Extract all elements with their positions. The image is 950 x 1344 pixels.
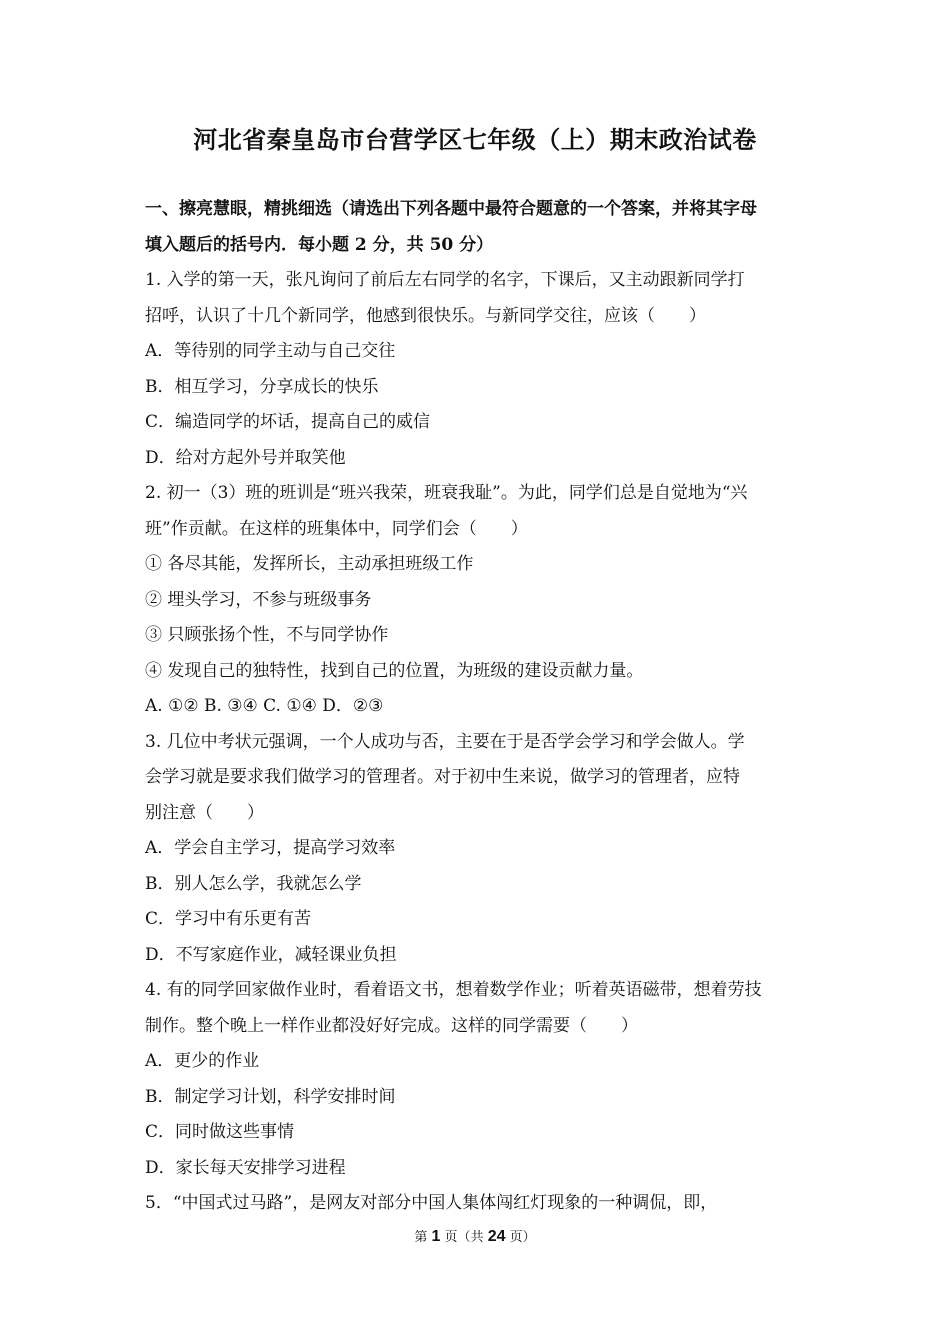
question-3-text-line-3: 别注意（ ） — [145, 802, 264, 823]
question-2-statement-3: ③ 只顾张扬个性，不与同学协作 — [145, 625, 389, 645]
question-2-text-line-1: 2. 初一（3）班的班训是“班兴我荣，班衰我耻”。为此，同学们总是自觉地为“兴 — [145, 483, 748, 503]
question-1-text-line-2: 招呼，认识了十几个新同学，他感到很快乐。与新同学交往，应该（ ） — [145, 305, 706, 326]
question-2-text-line-2: 班”作贡献。在这样的班集体中，同学们会（ ） — [145, 518, 528, 539]
page-title: 河北省秦皇岛市台营学区七年级（上）期末政治试卷 — [193, 125, 757, 154]
question-3-option-b: B．别人怎么学，我就怎么学 — [145, 873, 362, 894]
question-3-option-d: D．不写家庭作业，减轻课业负担 — [145, 944, 397, 965]
section-heading-line-1: 一、擦亮慧眼，精挑细选（请选出下列各题中最符合题意的一个答案，并将其字母 — [145, 199, 757, 219]
question-1-option-c: C．编造同学的坏话，提高自己的威信 — [145, 412, 431, 432]
question-3-text-line-2: 会学习就是要求我们做学习的管理者。对于初中生来说，做学习的管理者，应特 — [145, 767, 740, 787]
page-footer — [0, 1226, 950, 1246]
question-4-text-line-2: 制作。整个晚上一样作业都没好好完成。这样的同学需要（ ） — [145, 1015, 638, 1036]
section-heading-line-2: 填入题后的括号内．每小题 2 分，共 50 分） — [145, 234, 494, 255]
question-5-text-line-1: 5．“中国式过马路”，是网友对部分中国人集体闯红灯现象的一种调侃，即， — [145, 1193, 718, 1213]
question-4-option-d: D．家长每天安排学习进程 — [145, 1157, 346, 1178]
question-3-text-line-1: 3. 几位中考状元强调，一个人成功与否，主要在于是否学会学习和学会做人。学 — [145, 731, 745, 752]
question-2-statement-2: ② 埋头学习，不参与班级事务 — [145, 589, 372, 610]
footer-total-pages: 24 — [487, 1228, 506, 1245]
question-4-option-a: A．更少的作业 — [145, 1051, 260, 1071]
document-body — [145, 192, 815, 1222]
question-2-options: A. ①② B. ③④ C. ①④ D．②③ — [145, 696, 384, 716]
question-1-text-line-1: 1. 入学的第一天，张凡询问了前后左右同学的名字，下课后，又主动跟新同学打 — [145, 270, 745, 290]
question-2-statement-4: ④ 发现自己的独特性，找到自己的位置，为班级的建设贡献力量。 — [145, 660, 644, 681]
question-1-option-a: A．等待别的同学主动与自己交往 — [145, 341, 396, 361]
question-4-text-line-1: 4. 有的同学回家做作业时，看着语文书，想着数学作业；听着英语磁带，想着劳技 — [145, 980, 762, 1000]
footer-suffix: 页） — [509, 1230, 536, 1245]
footer-middle: 页（共 — [444, 1230, 484, 1245]
question-3-option-a: A．学会自主学习，提高学习效率 — [145, 838, 396, 858]
question-2-statement-1: ① 各尽其能，发挥所长，主动承担班级工作 — [145, 554, 474, 574]
footer-page-number: 1 — [431, 1228, 441, 1245]
question-4-option-c: C．同时做这些事情 — [145, 1122, 295, 1142]
question-1-option-b: B．相互学习，分享成长的快乐 — [145, 376, 379, 397]
footer-prefix: 第 — [414, 1230, 428, 1245]
question-4-option-b: B．制定学习计划，科学安排时间 — [145, 1086, 396, 1107]
question-3-option-c: C．学习中有乐更有苦 — [145, 909, 312, 929]
question-1-option-d: D．给对方起外号并取笑他 — [145, 447, 346, 468]
